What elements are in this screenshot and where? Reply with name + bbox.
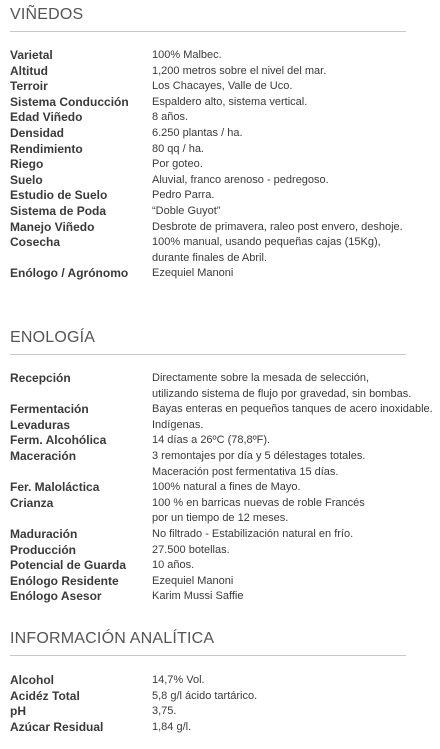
spec-label: Varietal bbox=[10, 48, 53, 62]
spec-value-line: 3 remontajes por día y 5 délestages totales. bbox=[152, 449, 366, 462]
spec-value bbox=[152, 589, 406, 605]
spec-value bbox=[152, 543, 406, 559]
spec-label: Estudio de Suelo bbox=[10, 188, 108, 203]
spec-value bbox=[152, 220, 406, 236]
spec-row bbox=[10, 720, 406, 736]
spec-value bbox=[152, 720, 406, 736]
spec-value-line: Bayas enteras en pequeños tanques de acero inoxidable. bbox=[152, 403, 433, 416]
spec-row bbox=[10, 480, 406, 496]
spec-label: Edad Viñedo bbox=[10, 110, 83, 125]
section-title-vinedos: VIÑEDOS bbox=[10, 6, 406, 32]
spec-row bbox=[10, 95, 406, 111]
spec-value bbox=[152, 126, 406, 142]
spec-value-line: Directamente sobre la mesada de selección, bbox=[152, 372, 370, 384]
spec-row bbox=[10, 433, 406, 449]
spec-row bbox=[10, 418, 406, 434]
spec-value bbox=[152, 266, 406, 282]
spec-value bbox=[152, 371, 411, 402]
vinedos-rows bbox=[10, 48, 406, 282]
spec-value-line: Pedro Parra. bbox=[152, 189, 215, 202]
spec-value bbox=[152, 95, 406, 111]
spec-value-line: “Doble Guyot” bbox=[152, 204, 221, 217]
spec-value-line: No filtrado - Estabilización natural en frío. bbox=[152, 527, 354, 540]
spec-row bbox=[10, 689, 406, 705]
spec-value bbox=[152, 142, 406, 158]
spec-row bbox=[10, 558, 406, 574]
spec-value-line: Maceración post fermentativa 15 días. bbox=[152, 465, 339, 478]
spec-value bbox=[152, 558, 406, 574]
spec-value bbox=[152, 110, 406, 126]
spec-row bbox=[10, 220, 406, 236]
spec-row bbox=[10, 188, 406, 204]
spec-value-line: Indígenas. bbox=[152, 418, 204, 431]
spec-value bbox=[152, 527, 406, 543]
spec-label: Producción bbox=[10, 542, 77, 557]
spec-value-line: 6.250 plantas / ha. bbox=[152, 126, 243, 139]
spec-row bbox=[10, 126, 406, 142]
spec-label: Manejo Viñedo bbox=[10, 219, 95, 234]
spec-row bbox=[10, 157, 406, 173]
spec-value bbox=[152, 64, 406, 80]
spec-row bbox=[10, 266, 406, 282]
spec-label: Maceración bbox=[10, 448, 77, 463]
spec-label: Enólogo Residente bbox=[10, 573, 119, 588]
spec-label: Altitud bbox=[10, 63, 48, 78]
spec-value-line: 10 años. bbox=[152, 559, 195, 572]
spec-value-line: 100% natural a fines de Mayo. bbox=[152, 481, 301, 494]
spec-value-line: 14 días a 26ºC (78,8ºF). bbox=[152, 434, 271, 447]
spec-row bbox=[10, 173, 406, 189]
spec-label: Azúcar Residual bbox=[10, 719, 104, 734]
spec-value bbox=[152, 188, 406, 204]
spec-value-line: 5,8 g/l ácido tartárico. bbox=[152, 689, 258, 702]
spec-value-line: 80 qq / ha. bbox=[152, 142, 204, 155]
spec-label: Crianza bbox=[10, 495, 54, 510]
spec-label: Levaduras bbox=[10, 417, 71, 432]
spec-label: Suelo bbox=[10, 172, 43, 187]
spec-value-line: 1,84 g/l. bbox=[152, 720, 192, 733]
spec-value bbox=[152, 673, 406, 689]
spec-value-line: 1,200 metros sobre el nivel del mar. bbox=[152, 64, 327, 77]
spec-value bbox=[152, 157, 406, 173]
spec-row bbox=[10, 64, 406, 80]
spec-row bbox=[10, 704, 406, 720]
analitica-rows bbox=[10, 673, 406, 735]
spec-value bbox=[152, 48, 406, 64]
spec-value bbox=[152, 433, 406, 449]
spec-label: Enólogo / Agrónomo bbox=[10, 266, 129, 281]
spec-row bbox=[10, 449, 406, 480]
spec-row bbox=[10, 110, 406, 126]
spec-label: Rendimiento bbox=[10, 141, 83, 156]
spec-value-line: 100% manual, usando pequeñas cajas (15Kg), bbox=[152, 236, 381, 249]
spec-value bbox=[152, 480, 406, 496]
spec-value-line: 14,7% Vol. bbox=[152, 674, 205, 686]
section-title-enologia: ENOLOGÍA bbox=[10, 329, 406, 355]
spec-row bbox=[10, 235, 406, 266]
spec-value-line: Ezequiel Manoni bbox=[152, 267, 234, 280]
spec-value bbox=[152, 79, 406, 95]
spec-row bbox=[10, 496, 406, 527]
spec-label: Fermentación bbox=[10, 402, 89, 417]
spec-value-line: Espaldero alto, sistema vertical. bbox=[152, 95, 308, 108]
spec-value bbox=[152, 574, 406, 590]
spec-value-line: Desbrote de primavera, raleo post envero, deshoje. bbox=[152, 220, 403, 233]
section-enologia bbox=[10, 329, 433, 605]
spec-value-line: Los Chacayes, Valle de Uco. bbox=[152, 80, 293, 93]
spec-row bbox=[10, 402, 433, 418]
spec-value-line: durante finales de Abril. bbox=[152, 251, 267, 264]
spec-value bbox=[152, 449, 406, 480]
spec-value-line: Karim Mussi Saffie bbox=[152, 590, 244, 603]
spec-value-line: Aluvial, franco arenoso - pedregoso. bbox=[152, 173, 329, 186]
spec-label: Sistema Conducción bbox=[10, 94, 129, 109]
spec-row bbox=[10, 204, 406, 220]
spec-row bbox=[10, 673, 406, 689]
spec-value-line: 100 % en barricas nuevas de roble Francés bbox=[152, 496, 365, 509]
spec-row bbox=[10, 527, 406, 543]
spec-label: Recepción bbox=[10, 371, 71, 385]
spec-value-line: Ezequiel Manoni bbox=[152, 574, 234, 587]
spec-label: pH bbox=[10, 704, 26, 719]
spec-value bbox=[152, 689, 406, 705]
spec-label: Ferm. Alcohólica bbox=[10, 433, 107, 448]
spec-label: Densidad bbox=[10, 125, 65, 140]
spec-value bbox=[152, 496, 406, 527]
section-title-analitica: INFORMACIÓN ANALÍTICA bbox=[10, 630, 406, 656]
spec-value-line: por un tiempo de 12 meses. bbox=[152, 512, 289, 525]
spec-row bbox=[10, 142, 406, 158]
spec-value-line: utilizando sistema de flujo por gravedad, sin bombas. bbox=[152, 387, 412, 400]
spec-label: Terroir bbox=[10, 79, 48, 94]
spec-value bbox=[152, 235, 406, 266]
section-vinedos bbox=[10, 6, 406, 282]
spec-row bbox=[10, 589, 406, 605]
spec-label: Fer. Maloláctica bbox=[10, 480, 100, 495]
enologia-rows bbox=[10, 371, 433, 605]
spec-value-line: 27.500 botellas. bbox=[152, 543, 230, 556]
spec-label: Potencial de Guarda bbox=[10, 558, 127, 573]
spec-label: Acidéz Total bbox=[10, 688, 80, 703]
spec-row bbox=[10, 48, 406, 64]
spec-row bbox=[10, 543, 406, 559]
section-analitica bbox=[10, 630, 406, 735]
spec-row bbox=[10, 79, 406, 95]
spec-value-line: 100% Malbec. bbox=[152, 49, 222, 61]
spec-value bbox=[152, 704, 406, 720]
spec-label: Maduración bbox=[10, 526, 78, 541]
spec-value bbox=[152, 418, 406, 434]
spec-label: Cosecha bbox=[10, 235, 61, 250]
spec-row bbox=[10, 371, 412, 402]
spec-row bbox=[10, 574, 406, 590]
spec-value bbox=[152, 402, 433, 418]
spec-value bbox=[152, 173, 406, 189]
spec-value bbox=[152, 204, 406, 220]
spec-label: Sistema de Poda bbox=[10, 203, 107, 218]
spec-label: Enólogo Asesor bbox=[10, 589, 102, 604]
spec-label: Riego bbox=[10, 157, 44, 172]
spec-label: Alcohol bbox=[10, 673, 54, 687]
spec-value-line: Por goteo. bbox=[152, 158, 203, 171]
spec-value-line: 8 años. bbox=[152, 111, 189, 124]
spec-value-line: 3,75. bbox=[152, 705, 177, 718]
